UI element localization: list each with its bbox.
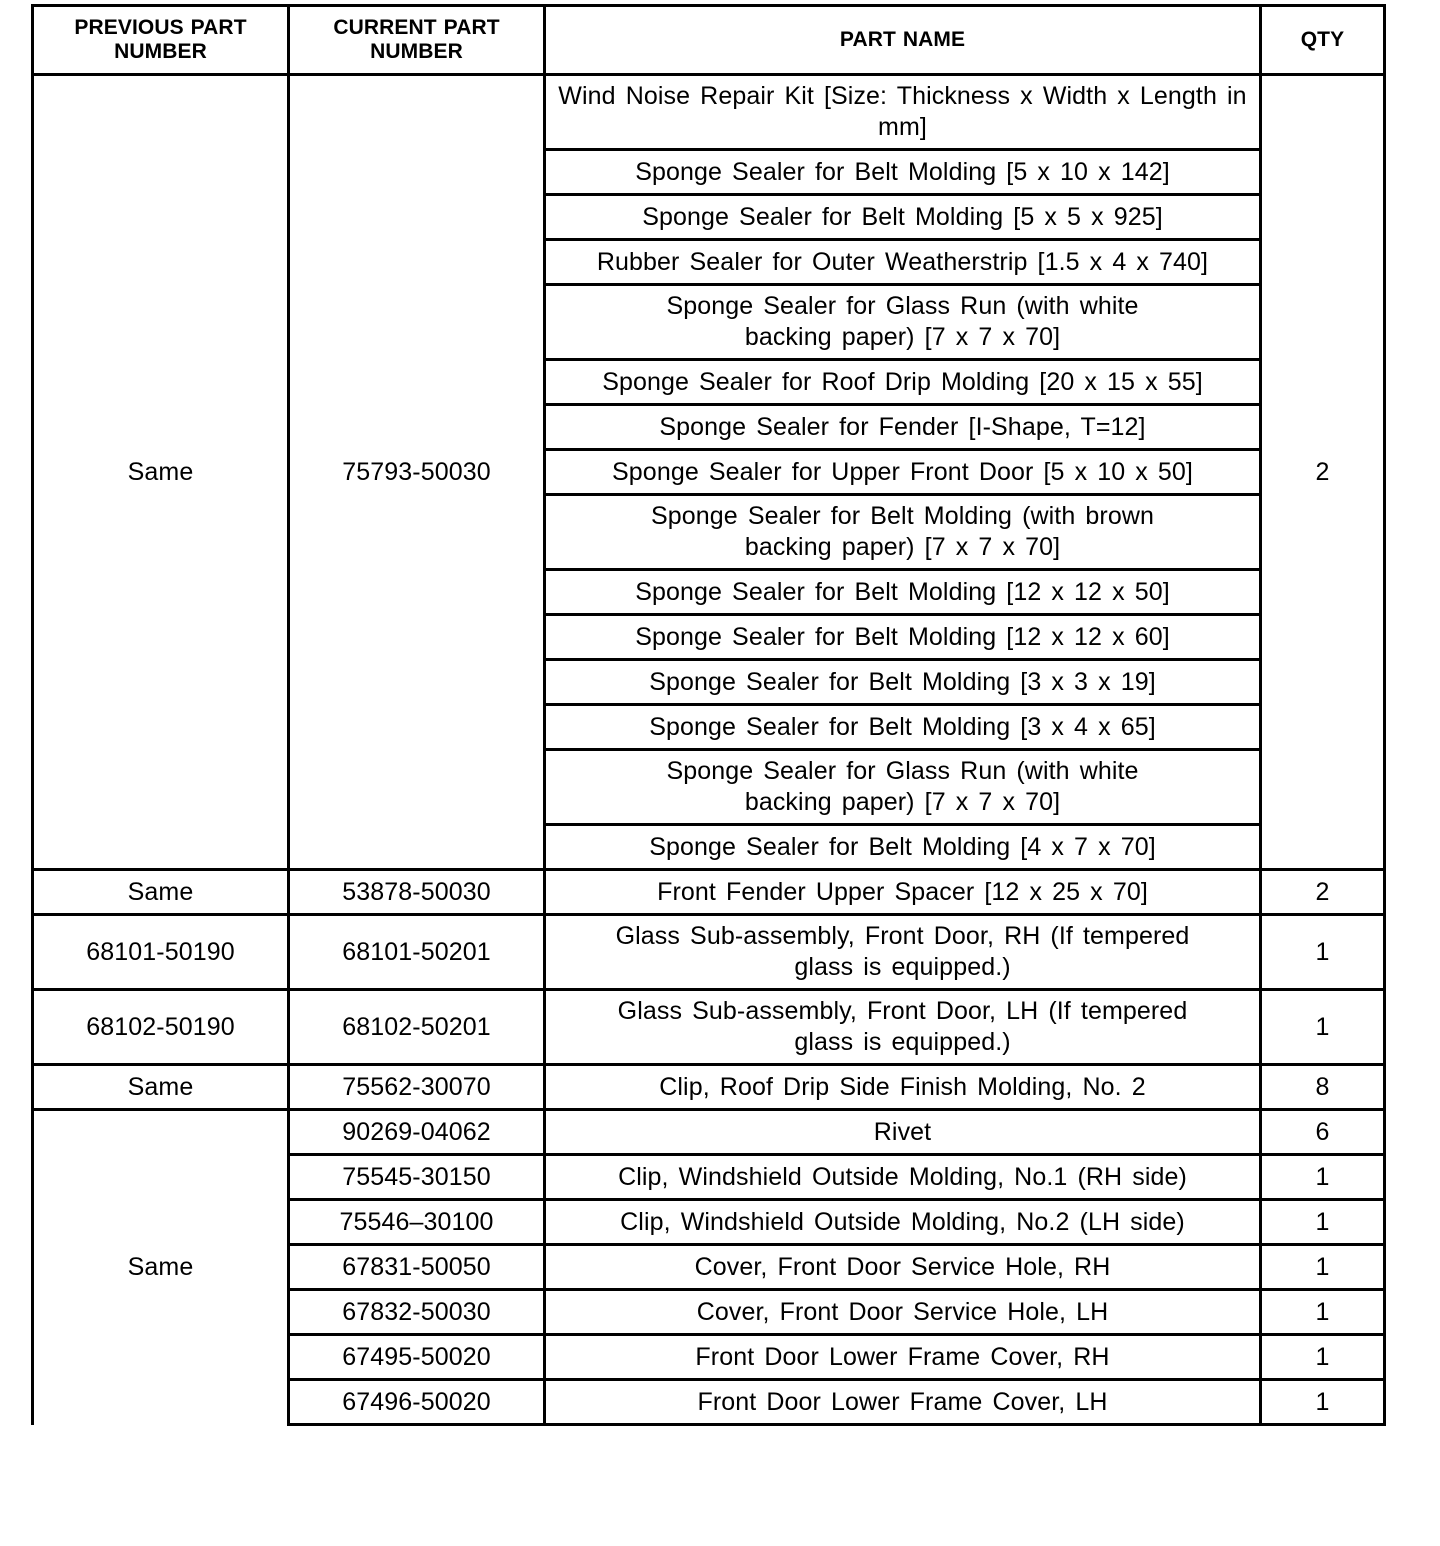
header-part-name: PART NAME [545,6,1261,75]
current-part-number-cell: 75562-30070 [289,1065,545,1110]
current-part-number-cell: 68102-50201 [289,990,545,1065]
previous-part-number-cell: Same [33,75,289,870]
qty-cell: 2 [1261,75,1385,870]
table-row [33,990,1385,1065]
table-row [33,1110,1385,1155]
parts-table-container [31,4,1386,1426]
part-name-cell: Sponge Sealer for Belt Molding [12 x 12 x 50] [545,570,1261,615]
part-name-cell: Sponge Sealer for Belt Molding [12 x 12 x 60] [545,615,1261,660]
table-row [33,75,1385,150]
current-part-number-cell: 68101-50201 [289,915,545,990]
current-part-number-cell: 67496-50020 [289,1380,545,1425]
part-name-cell: Sponge Sealer for Belt Molding [3 x 4 x 65] [545,705,1261,750]
header-qty: QTY [1261,6,1385,75]
part-name-cell: Sponge Sealer for Belt Molding [5 x 5 x 925] [545,195,1261,240]
previous-part-number-cell: 68102-50190 [33,990,289,1065]
qty-cell: 1 [1261,1200,1385,1245]
qty-cell: 1 [1261,915,1385,990]
qty-cell: 2 [1261,870,1385,915]
qty-cell: 1 [1261,1245,1385,1290]
part-name-cell: Cover, Front Door Service Hole, RH [545,1245,1261,1290]
table-row [33,915,1385,990]
current-part-number-cell: 75545-30150 [289,1155,545,1200]
part-name-cell: Sponge Sealer for Belt Molding [5 x 10 x 142] [545,150,1261,195]
current-part-number-cell: 90269-04062 [289,1110,545,1155]
qty-cell: 1 [1261,1380,1385,1425]
part-name-cell: Cover, Front Door Service Hole, LH [545,1290,1261,1335]
part-name-cell: Clip, Windshield Outside Molding, No.1 (RH side) [545,1155,1261,1200]
part-name-cell: Rubber Sealer for Outer Weatherstrip [1.5 x 4 x 740] [545,240,1261,285]
part-name-cell: Sponge Sealer for Belt Molding [4 x 7 x 70] [545,825,1261,870]
previous-part-number-cell: Same [33,1110,289,1425]
part-name-cell: Glass Sub-assembly, Front Door, RH (If tempered glass is equipped.) [545,915,1261,990]
part-name-cell: Clip, Roof Drip Side Finish Molding, No. 2 [545,1065,1261,1110]
qty-cell: 1 [1261,1290,1385,1335]
part-name-cell: Wind Noise Repair Kit [Size: Thickness x Width x Length in mm] [545,75,1261,150]
qty-cell: 1 [1261,990,1385,1065]
previous-part-number-cell: Same [33,1065,289,1110]
current-part-number-cell: 75793-50030 [289,75,545,870]
qty-cell: 6 [1261,1110,1385,1155]
previous-part-number-cell: Same [33,870,289,915]
part-name-cell: Sponge Sealer for Belt Molding (with brown backing paper) [7 x 7 x 70] [545,495,1261,570]
part-name-cell: Sponge Sealer for Fender [I-Shape, T=12] [545,405,1261,450]
current-part-number-cell: 75546–30100 [289,1200,545,1245]
current-part-number-cell: 67832-50030 [289,1290,545,1335]
table-row [33,1065,1385,1110]
qty-cell: 1 [1261,1335,1385,1380]
part-name-cell: Front Door Lower Frame Cover, LH [545,1380,1261,1425]
part-name-cell: Front Fender Upper Spacer [12 x 25 x 70] [545,870,1261,915]
current-part-number-cell: 67831-50050 [289,1245,545,1290]
previous-part-number-cell: 68101-50190 [33,915,289,990]
part-name-cell: Clip, Windshield Outside Molding, No.2 (LH side) [545,1200,1261,1245]
qty-cell: 1 [1261,1155,1385,1200]
part-name-cell: Sponge Sealer for Upper Front Door [5 x 10 x 50] [545,450,1261,495]
part-name-cell: Rivet [545,1110,1261,1155]
part-name-cell: Sponge Sealer for Glass Run (with white backing paper) [7 x 7 x 70] [545,750,1261,825]
header-current-part-number: CURRENT PART NUMBER [289,6,545,75]
part-name-cell: Sponge Sealer for Belt Molding [3 x 3 x 19] [545,660,1261,705]
current-part-number-cell: 53878-50030 [289,870,545,915]
header-row [33,6,1385,75]
part-name-cell: Glass Sub-assembly, Front Door, LH (If tempered glass is equipped.) [545,990,1261,1065]
current-part-number-cell: 67495-50020 [289,1335,545,1380]
table-row [33,870,1385,915]
part-name-cell: Front Door Lower Frame Cover, RH [545,1335,1261,1380]
qty-cell: 8 [1261,1065,1385,1110]
part-name-cell: Sponge Sealer for Glass Run (with white backing paper) [7 x 7 x 70] [545,285,1261,360]
header-previous-part-number: PREVIOUS PART NUMBER [33,6,289,75]
parts-table [31,4,1386,1426]
part-name-cell: Sponge Sealer for Roof Drip Molding [20 x 15 x 55] [545,360,1261,405]
